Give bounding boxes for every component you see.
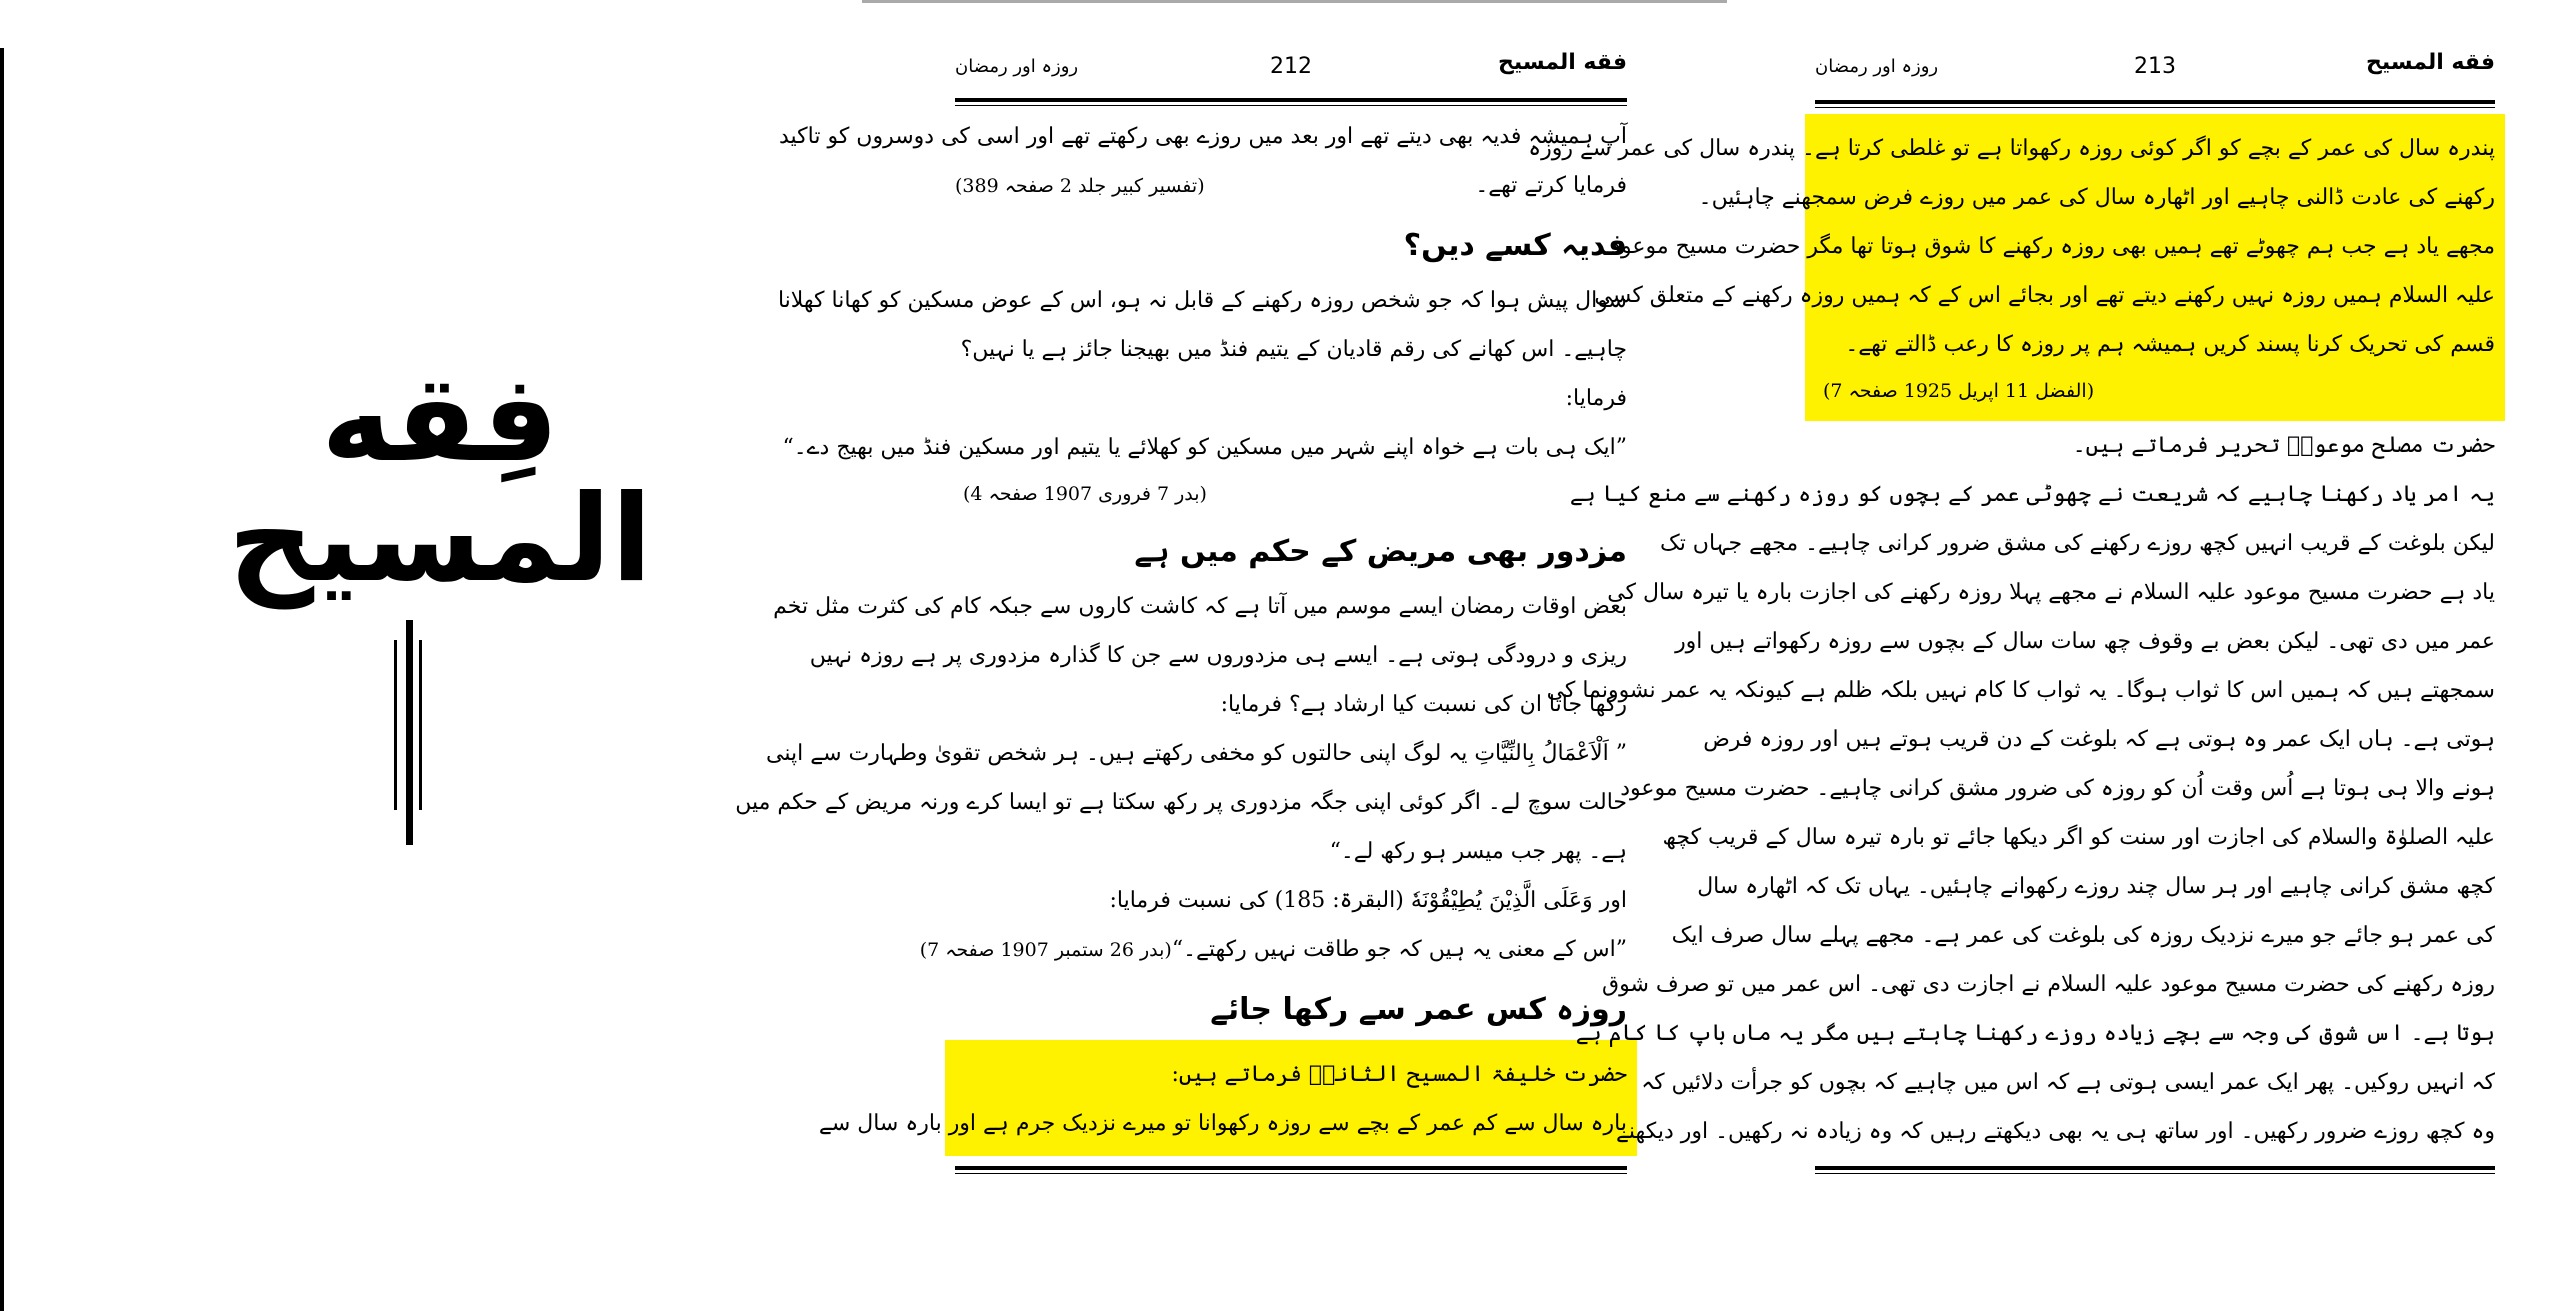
paragraph-line: کی عمر ہو جائے جو میرے نزدیک روزہ کی بلوغت کی عمر ہے۔ مجھے پہلے سال صرف ایک — [1671, 923, 2495, 948]
header-book-title: فقه المسيح — [1497, 50, 1627, 75]
paragraph-line: یہ امر یاد رکھنا چاہیے کہ شریعت نے چھوٹی عمر کے بچوں کو روزہ رکھنے سے منع کیا ہے — [1569, 482, 2495, 507]
paragraph-line: علیہ الصلوٰۃ والسلام کی اجازت اور سنت کو اگر دیکھا جائے تو بارہ تیرہ سال کے قریب کچھ — [1662, 825, 2495, 850]
highlighted-passage — [818, 1040, 1637, 1156]
paragraph-line: فرمایا: — [1565, 386, 1627, 411]
page-body — [735, 106, 1627, 1174]
paragraph-line: فرمایا کرتے تھے۔ — [1475, 173, 1627, 198]
page-top-border — [862, 0, 1727, 3]
paragraph-line: بعض اوقات رمضان ایسے موسم میں آتا ہے کہ کاشت کاروں سے جبکہ کام کی کثرت مثل تخم — [773, 594, 1627, 619]
highlighted-line: پندرہ سال کی عمر کے بچے کو اگر کوئی روزہ رکھواتا ہے تو غلطی کرتا ہے۔ پندرہ سال کی عمر سے روزہ — [1528, 136, 2495, 161]
header-chapter-title: روزہ اور رمضان — [1815, 56, 1939, 77]
paragraph-line: وہ کچھ روزے ضرور رکھیں۔ اور ساتھ ہی یہ بھی دیکھتے رہیں کہ وہ زیادہ نہ رکھیں۔ اور دیکھنے — [1616, 1119, 2495, 1144]
section-heading: فدیہ کسے دیں؟ — [1403, 228, 1627, 263]
page-header — [955, 40, 1627, 82]
highlighted-line: بارہ سال سے کم عمر کے بچے سے روزہ رکھوانا تو میرے نزدیک جرم ہے اور بارہ سال سے — [818, 1111, 1627, 1136]
footer-rule — [1815, 1166, 2495, 1174]
citation: (تفسیر کبیر جلد 2 صفحہ 389) — [955, 175, 1205, 197]
header-book-title: فقه المسيح — [2365, 50, 2495, 75]
quote-line: ”اس کے معنی یہ ہیں کہ جو طاقت نہیں رکھتے۔“ — [1171, 937, 1627, 962]
page-header — [1815, 40, 2495, 82]
quote-line: ”ایک ہی بات ہے خواہ اپنے شہر میں مسکین کو کھلائے یا یتیم اور مسکین فنڈ میں بھیج دے۔“ — [782, 435, 1627, 460]
paragraph-line: لیکن بلوغت کے قریب انہیں کچھ روزے رکھنے کی مشق ضرور کرانی چاہیے۔ مجھے جہاں تک — [1660, 531, 2495, 556]
paragraph-line: ریزی و درودگی ہوتی ہے۔ ایسے ہی مزدوروں سے جن کا گذارہ مزدوری پر ہے روزہ نہیں — [809, 643, 1627, 668]
paragraph-line: ہوتی ہے۔ ہاں ایک عمر وہ ہوتی ہے کہ بلوغت کے دن قریب ہوتے ہیں اور روزہ فرض — [1703, 727, 2495, 752]
highlighted-line: حضرت خلیفۃ المسیح الثانیؓ فرماتے ہیں: — [1171, 1062, 1627, 1087]
quote-line: ہے۔ پھر جب میسر ہو رکھ لے۔“ — [1329, 839, 1627, 864]
paragraph-line: اور وَعَلَی الَّذِیْنَ یُطِیْقُوْنَهٗ (البقرۃ: 185) کی نسبت فرمایا: — [1109, 888, 1627, 913]
paragraph-line: چاہیے۔ اس کھانے کی رقم قادیان کے یتیم فنڈ میں بھیجنا جائز ہے یا نہیں؟ — [960, 337, 1627, 362]
highlighted-line: رکھنے کی عادت ڈالنی چاہیے اور اٹھارہ سال کی عمر میں روزے فرض سمجھنے چاہئیں۔ — [1698, 185, 2495, 210]
section-heading: مزدور بھی مریض کے حکم میں ہے — [1134, 534, 1627, 569]
paragraph-line: یاد ہے حضرت مسیح موعود علیہ السلام نے مجھے پہلا روزہ رکھنے کی اجازت بارہ یا تیرہ سال کی — [1607, 580, 2495, 605]
cover-title: فِقه المسيح — [227, 350, 653, 609]
paragraph-line: آپ ہمیشہ فدیہ بھی دیتے تھے اور بعد میں روزے بھی رکھتے تھے اور اسی کی دوسروں کو تاکید — [779, 124, 1627, 149]
cover-ornament — [394, 620, 434, 845]
paragraph-line: کچھ مشق کرانی چاہیے اور ہر سال چند روزے رکھوانے چاہئیں۔ یہاں تک کہ اٹھارہ سال — [1697, 874, 2495, 899]
paragraph-line: ہوتا ہے۔ اس شوق کی وجہ سے بچے زیادہ روزے رکھنا چاہتے ہیں مگر یہ ماں باپ کا کام ہے — [1575, 1021, 2495, 1046]
header-rule — [955, 98, 1627, 106]
highlighted-line: مجھے یاد ہے جب ہم چھوٹے تھے ہمیں بھی روزہ رکھنے کا شوق ہوتا تھا مگر حضرت مسیح موعود — [1611, 234, 2495, 259]
section-heading: روزہ کس عمر سے رکھا جائے — [1210, 992, 1627, 1027]
page-212 — [735, 40, 1627, 1290]
citation: (بدر 26 ستمبر 1907 صفحہ 7) — [919, 939, 1172, 961]
header-rule — [1815, 100, 2495, 108]
highlighted-line: قسم کی تحریک کرنا پسند کریں ہمیشہ ہم پر روزہ کا رعب ڈالتے تھے۔ — [1845, 332, 2495, 357]
quote-line: حالت سوچ لے۔ اگر کوئی اپنی جگہ مزدوری پر رکھ سکتا ہے تو ایسا کرے ورنہ مریض کے حکم میں — [735, 790, 1627, 815]
page-number: 212 — [1270, 54, 1312, 79]
paragraph-line: سمجھتے ہیں کہ ہمیں اس کا ثواب ہوگا۔ یہ ثواب کا کام نہیں بلکہ ظلم ہے کیونکہ یہ عمر نشوونما کی — [1546, 678, 2495, 703]
footer-rule — [955, 1166, 1627, 1174]
highlighted-line: علیہ السلام ہمیں روزہ نہیں رکھنے دیتے تھے اور بجائے اس کے کہ ہمیں روزہ رکھنے کے متعلق کسی — [1594, 283, 2495, 308]
paragraph-line: سوال پیش ہوا کہ جو شخص روزہ رکھنے کے قابل نہ ہو، اس کے عوض مسکین کو کھانا کھلانا — [777, 288, 1627, 313]
quote-line: ” اَلْاَعْمَالُ بِالنِّیَّاتِ یہ لوگ اپنی حالتوں کو مخفی رکھتے ہیں۔ ہر شخص تقویٰ وطہارت سے اپنی — [766, 741, 1627, 766]
viewer-left-edge — [0, 48, 4, 1311]
paragraph-line: حضرت مصلح موعودؓ تحریر فرماتے ہیں۔ — [2072, 433, 2495, 458]
paragraph-line: عمر میں دی تھی۔ لیکن بعض بے وقوف چھ سات سال کے بچوں سے روزہ رکھواتے ہیں اور — [1675, 629, 2495, 654]
paragraph-line: ہونے والا ہی ہوتا ہے اُس وقت اُن کو روزہ کی ضرور مشق کرانی چاہیے۔ حضرت مسیح موعود — [1620, 776, 2495, 801]
page-number: 213 — [2134, 54, 2176, 79]
paragraph-line: کہ انہیں روکیں۔ پھر ایک عمر ایسی ہوتی ہے کہ اس میں چاہیے کہ بچوں کو جرأت دلائیں کہ — [1641, 1070, 2495, 1095]
paragraph-line: رکھا جاتا ان کی نسبت کیا ارشاد ہے؟ فرمایا: — [1220, 692, 1627, 717]
header-chapter-title: روزہ اور رمضان — [955, 56, 1079, 77]
citation: (بدر 7 فروری 1907 صفحہ 4) — [963, 483, 1207, 505]
paragraph-line: روزہ رکھنے کی حضرت مسیح موعود علیہ السلام نے اجازت دی تھی۔ اس عمر میں تو صرف شوق — [1602, 972, 2495, 997]
citation: (الفضل 11 اپریل 1925 صفحہ 7) — [1823, 380, 2095, 402]
